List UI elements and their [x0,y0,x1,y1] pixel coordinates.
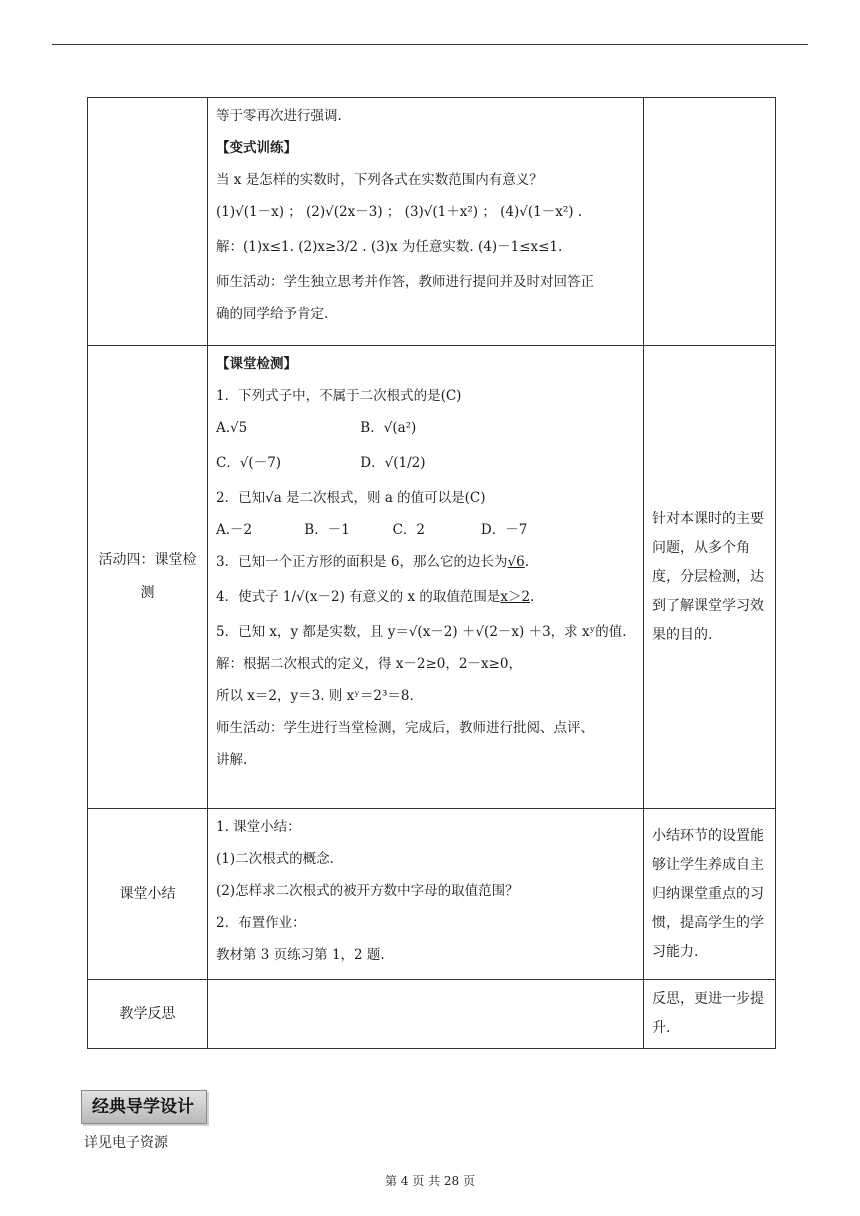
section-badge: 经典导学设计 [81,1090,207,1124]
question-text: 4．使式子 1/√(x－2) 有意义的 x 的取值范围是 [216,589,501,605]
text-line: 所以 x＝2，y＝3. 则 xʸ＝2³＝8. [216,688,414,704]
option-d: D．√(1/2) [360,455,426,471]
question-line: 3．已知一个正方形的面积是 6，那么它的边长为√6. [216,554,529,570]
text-line: 1. 课堂小结： [216,819,301,835]
option-d: D．－7 [480,522,528,538]
text-line: 解：(1)x≤1. (2)x≥3/2 . (3)x 为任意实数. (4)－1≤x≤1. [216,239,563,255]
header-rule [52,44,808,45]
table-row [88,809,776,980]
content-cell [208,809,644,980]
text-line: 确的同学给予肯定. [216,306,329,322]
content-cell [208,980,644,1049]
design-note: 反思，更进一步提升. [652,991,764,1036]
content-cell [208,98,644,346]
table-row [88,346,776,809]
text-line: 师生活动：学生独立思考并作答，教师进行提问并及时对回答正 [216,274,594,290]
options-line [216,444,637,482]
option-b: B．√(a²) [360,420,417,436]
text-line: 当 x 是怎样的实数时，下列各式在实数范围内有意义？ [216,172,543,188]
option-c: C．2 [392,522,426,538]
options-line [216,412,637,444]
section-heading: 【课堂检测】 [216,356,297,372]
question-line: 4．使式子 1/√(x－2) 有意义的 x 的取值范围是x＞2. [216,589,535,605]
content-cell [208,346,644,809]
activity-cell [88,980,208,1049]
question-text: 3．已知一个正方形的面积是 6，那么它的边长为 [216,554,508,570]
design-note: 小结环节的设置能够让学生养成自主归纳课堂重点的习惯，提高学生的学习能力. [652,827,764,960]
text-line: 解：根据二次根式的定义，得 x－2≥0，2－x≥0， [216,656,522,672]
resource-note: 详见电子资源 [84,1135,168,1151]
page-footer: 第 4 页 共 28 页 [385,1174,475,1188]
options-line [216,514,637,546]
answer-blank: √6 [507,554,525,570]
answer-blank: x＞2 [500,589,531,605]
option-a: A.√5 [216,420,248,436]
activity-cell [88,809,208,980]
note-cell [644,346,776,809]
text-line: (2)怎样求二次根式的被开方数中字母的取值范围？ [216,883,519,899]
note-cell [644,809,776,980]
section-heading: 【变式训练】 [216,140,297,156]
question-line: 5．已知 x，y 都是实数，且 y＝√(x－2) ＋√(2－x) ＋3，求 xʸ的值. [216,624,627,640]
design-note: 针对本课时的主要问题，从多个角度，分层检测，达到了解课堂学习效果的目的. [652,510,764,643]
question-line: 2．已知√a 是二次根式，则 a 的值可以是(C) [216,490,486,506]
activity-cell [88,98,208,346]
note-cell [644,98,776,346]
activity-label: 活动四：课堂检测 [98,552,197,601]
text-line: 2．布置作业： [216,915,306,931]
option-c: C．√(－7) [216,455,282,471]
text-line: 师生活动：学生进行当堂检测，完成后，教师进行批阅、点评、 [216,720,594,736]
activity-label: 教学反思 [119,1005,176,1022]
text-line: 教材第 3 页练习第 1，2 题. [216,947,385,963]
table-row [88,98,776,346]
table-row [88,980,776,1049]
option-a: A.－2 [216,522,253,538]
question-line: 1．下列式子中，不属于二次根式的是(C) [216,388,462,404]
text-line: 等于零再次进行强调. [216,108,342,124]
note-cell [644,980,776,1049]
option-b: B．－1 [304,522,350,538]
activity-cell [88,346,208,809]
text-line: 讲解. [216,752,248,768]
activity-label: 课堂小结 [119,885,176,902]
text-line: (1)√(1－x) ； (2)√(2x－3) ； (3)√(1＋x²) ； (4)√(1－x²) . [216,204,583,220]
lesson-plan-table [87,97,776,1049]
text-line: (1)二次根式的概念. [216,851,334,867]
